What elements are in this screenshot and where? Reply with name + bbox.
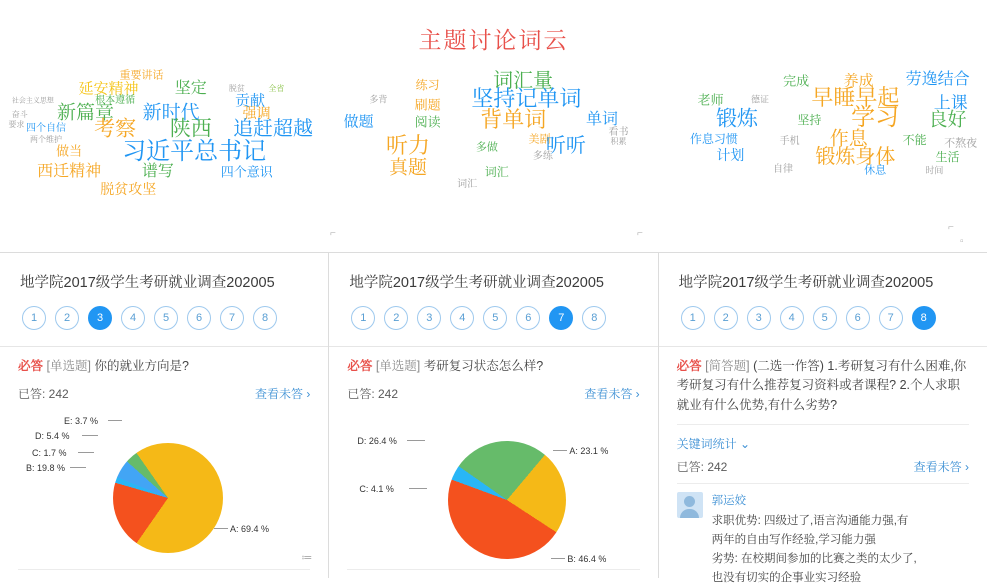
pie-leader-line — [82, 435, 98, 436]
word-cloud-term: 背单词 — [480, 107, 547, 132]
word-cloud-term: 词汇 — [457, 179, 478, 190]
word-cloud-term: 休息 — [864, 164, 887, 177]
pie-leader-line — [70, 467, 86, 468]
required-badge: 必答 — [676, 359, 702, 373]
avatar — [677, 492, 703, 518]
pie-slice-label: E: 3.7 % — [64, 416, 99, 427]
question-type: [单选题] — [375, 359, 421, 373]
pie-chart-review-status — [347, 408, 639, 583]
divider — [347, 569, 639, 570]
word-cloud-term: 劳逸结合 — [905, 71, 970, 88]
word-cloud-term: 四个自信 — [26, 123, 67, 134]
step-7[interactable]: 7 — [549, 306, 573, 330]
word-cloud-term: 追赶超越 — [233, 118, 314, 140]
answered-count: 已答: 242 — [347, 387, 399, 402]
step-indicator[interactable] — [681, 306, 969, 330]
step-5[interactable]: 5 — [154, 306, 178, 330]
question-text: 考研复习状态怎么样? — [423, 359, 544, 373]
step-7[interactable]: 7 — [879, 306, 903, 330]
word-cloud-term: 锻炼 — [715, 107, 758, 131]
word-cloud-term: 阅读 — [414, 114, 441, 130]
view-unanswered-link[interactable]: 查看未答 › — [913, 460, 969, 475]
word-cloud-term: 西迁精神 — [37, 163, 102, 180]
step-1[interactable]: 1 — [681, 306, 705, 330]
word-cloud-term: 做题 — [343, 113, 374, 131]
pie-slice-label: D: 26.4 % — [357, 436, 397, 447]
pie-leader-line — [409, 488, 427, 489]
pie-slices — [448, 441, 566, 559]
survey-panel-essay — [659, 253, 987, 584]
question-type: [单选题] — [46, 359, 91, 373]
view-unanswered-link[interactable]: 查看未答 › — [584, 387, 640, 402]
step-8[interactable]: 8 — [253, 306, 277, 330]
survey-row — [0, 252, 987, 584]
step-2[interactable]: 2 — [384, 306, 408, 330]
answer-author: 郭运姣 — [711, 495, 747, 508]
word-cloud-term: 社会主义思想 — [11, 97, 54, 105]
word-cloud-term: 计划 — [716, 147, 745, 163]
step-indicator[interactable] — [351, 306, 639, 330]
pie-slice-label: D: 5.4 % — [35, 431, 70, 442]
resize-handle-icon[interactable]: ▫ — [960, 236, 964, 247]
word-cloud-term: 作息习惯 — [689, 132, 738, 146]
word-cloud-term: 不熬夜 — [944, 137, 978, 150]
word-cloud-term: 重要讲话 — [119, 69, 164, 82]
pie-leader-line — [553, 450, 567, 451]
word-cloud-term: 生活 — [935, 150, 960, 164]
word-cloud-term: 积累 — [610, 137, 627, 146]
word-cloud-term: 良好 — [928, 109, 967, 131]
word-cloud-term: 看书 — [608, 127, 629, 138]
word-cloud-term: 上课 — [933, 93, 968, 113]
survey-title: 地学院2017级学生考研就业调查202005 — [678, 275, 934, 291]
divider — [18, 569, 310, 570]
pie-chart-employment — [18, 408, 313, 583]
word-cloud-term: 新时代 — [142, 102, 200, 124]
answer-text-line: 求职优势: 四级过了,语言沟通能力强,有 — [711, 515, 909, 528]
word-cloud-habits — [658, 67, 987, 252]
word-cloud-term: 要求 — [8, 120, 25, 129]
word-cloud-row — [0, 67, 987, 252]
required-badge: 必答 — [347, 359, 373, 373]
word-cloud-term: 脱贫 — [228, 84, 245, 93]
survey-panel-employment — [0, 253, 329, 578]
step-5[interactable]: 5 — [813, 306, 837, 330]
word-cloud-term: 练习 — [415, 78, 440, 92]
step-5[interactable]: 5 — [483, 306, 507, 330]
word-cloud-term: 自律 — [773, 164, 794, 175]
question-text: (二选一作答) 1.考研复习有什么困难,你考研复习有什么推荐复习资料或者课程? 2.个人求职就业有什么优势,有什么劣势? — [676, 359, 967, 412]
word-cloud-term: 根本遵循 — [95, 95, 136, 106]
step-4[interactable]: 4 — [450, 306, 474, 330]
word-cloud-term: 手机 — [779, 136, 800, 147]
step-1[interactable]: 1 — [351, 306, 375, 330]
answered-row — [18, 385, 310, 402]
word-cloud-term: 不能 — [902, 133, 927, 147]
word-cloud-term: 德证 — [750, 94, 769, 105]
answered-row — [677, 458, 969, 475]
pie-slice-label: B: 19.8 % — [26, 463, 66, 474]
word-cloud-term: 延安精神 — [78, 80, 139, 98]
step-3[interactable]: 3 — [88, 306, 112, 330]
word-cloud-term: 全省 — [268, 84, 285, 93]
word-cloud-term: 四个意识 — [220, 164, 273, 180]
step-8[interactable]: 8 — [582, 306, 606, 330]
word-cloud-term: 新篇章 — [57, 102, 115, 124]
step-7[interactable]: 7 — [220, 306, 244, 330]
step-6[interactable]: 6 — [846, 306, 870, 330]
step-4[interactable]: 4 — [780, 306, 804, 330]
survey-title: 地学院2017级学生考研就业调查202005 — [20, 275, 275, 291]
word-cloud-term: 真题 — [388, 157, 427, 179]
pie-slice-label: C: 4.1 % — [359, 484, 394, 495]
word-cloud-term: 养成 — [843, 72, 874, 90]
answer-text-line: 也没有切实的企事业实习经验 — [711, 572, 862, 584]
pie-leader-line — [407, 440, 425, 441]
divider — [329, 346, 657, 347]
answer-text-line: 劣势: 在校期间参加的比赛之类的太少了, — [711, 553, 917, 566]
question-line — [677, 357, 969, 415]
answered-count: 已答: 242 — [676, 460, 728, 475]
word-cloud-term: 多练 — [532, 151, 553, 162]
answer-item — [677, 492, 969, 588]
word-cloud-term: 美剧 — [528, 133, 551, 146]
step-6[interactable]: 6 — [187, 306, 211, 330]
word-cloud-term: 刷题 — [414, 97, 441, 113]
word-cloud-term: 听力 — [385, 133, 430, 158]
step-4[interactable]: 4 — [121, 306, 145, 330]
page-title: 主题讨论词云 — [418, 27, 569, 53]
step-6[interactable]: 6 — [516, 306, 540, 330]
word-cloud-term: 谱写 — [141, 163, 174, 180]
word-cloud-term: 多背 — [369, 94, 388, 105]
word-cloud-term: 词汇 — [484, 165, 509, 179]
answered-count: 已答: 242 — [18, 387, 69, 402]
step-indicator[interactable] — [22, 306, 310, 330]
word-cloud-term: 陕西 — [169, 117, 212, 141]
pie-leader-line — [108, 420, 122, 421]
answer-text-line: 两年的自由写作经验,学习能力强 — [711, 534, 876, 547]
survey-title: 地学院2017级学生考研就业调查202005 — [349, 275, 604, 291]
word-cloud-term: 完成 — [783, 73, 810, 89]
word-cloud-term: 词汇量 — [493, 70, 554, 92]
pie-leader-line — [78, 452, 94, 453]
word-cloud-term: 坚持记单词 — [471, 86, 582, 111]
word-cloud-term: 考察 — [94, 117, 137, 141]
word-cloud-term: 贡献 — [235, 92, 266, 110]
word-cloud-term: 多做 — [475, 141, 498, 154]
divider — [677, 483, 969, 484]
word-cloud-term: 两个维护 — [30, 135, 63, 144]
word-cloud-term: 单词 — [586, 111, 619, 128]
word-cloud-term: 学习 — [851, 104, 900, 131]
answer-body — [712, 492, 917, 588]
step-1[interactable]: 1 — [22, 306, 46, 330]
divider — [0, 346, 328, 347]
pie-slice-label: B: 46.4 % — [567, 554, 607, 565]
pie-leader-line — [214, 528, 228, 529]
keyword-stats-toggle[interactable]: 关键词统计 ⌄ — [676, 437, 751, 452]
pie-slice-label: A: 69.4 % — [230, 524, 270, 535]
survey-panel-review-status — [329, 253, 658, 578]
divider — [677, 424, 969, 425]
word-cloud-term: 习近平总书记 — [122, 138, 267, 165]
resize-handle-icon[interactable]: ⌐ — [948, 222, 954, 233]
divider — [659, 346, 987, 347]
question-line — [18, 357, 310, 376]
pie-slice-label: C: 1.7 % — [32, 448, 67, 459]
word-cloud-term: 时间 — [925, 165, 944, 176]
step-2[interactable]: 2 — [55, 306, 79, 330]
step-3[interactable]: 3 — [747, 306, 771, 330]
resize-handle-icon[interactable]: ⌐ — [637, 228, 643, 239]
word-cloud-study — [329, 67, 658, 252]
pie-slices — [113, 443, 223, 553]
word-cloud-term: 老师 — [697, 92, 724, 108]
word-cloud-term: 脱贫攻坚 — [100, 181, 157, 197]
word-cloud-term: 早睡早起 — [811, 85, 900, 110]
word-cloud-term: 听听 — [545, 135, 586, 157]
step-3[interactable]: 3 — [417, 306, 441, 330]
word-cloud-term: 作息 — [829, 128, 868, 150]
word-cloud-term: 坚持 — [797, 113, 822, 127]
question-text: 你的就业方向是? — [94, 359, 189, 373]
step-8[interactable]: 8 — [912, 306, 936, 330]
question-line — [347, 357, 639, 376]
pie-slice-label: A: 23.1 % — [569, 446, 609, 457]
word-cloud-term: 锻炼身体 — [815, 146, 896, 168]
resize-handle-icon[interactable]: ⌐ — [330, 228, 336, 239]
pie-leader-line — [551, 558, 565, 559]
word-cloud-term: 强调 — [242, 105, 271, 121]
word-cloud-term: 做当 — [56, 143, 83, 159]
list-icon[interactable]: ≔ — [301, 552, 313, 564]
answered-row — [347, 385, 639, 402]
view-unanswered-link[interactable]: 查看未答 › — [254, 387, 311, 402]
word-cloud-term: 奋斗 — [11, 110, 28, 119]
step-2[interactable]: 2 — [714, 306, 738, 330]
word-cloud-term: 坚定 — [174, 80, 207, 97]
question-type: [简答题] — [705, 359, 750, 373]
word-cloud-shaanxi — [0, 67, 329, 252]
required-badge: 必答 — [18, 359, 44, 373]
